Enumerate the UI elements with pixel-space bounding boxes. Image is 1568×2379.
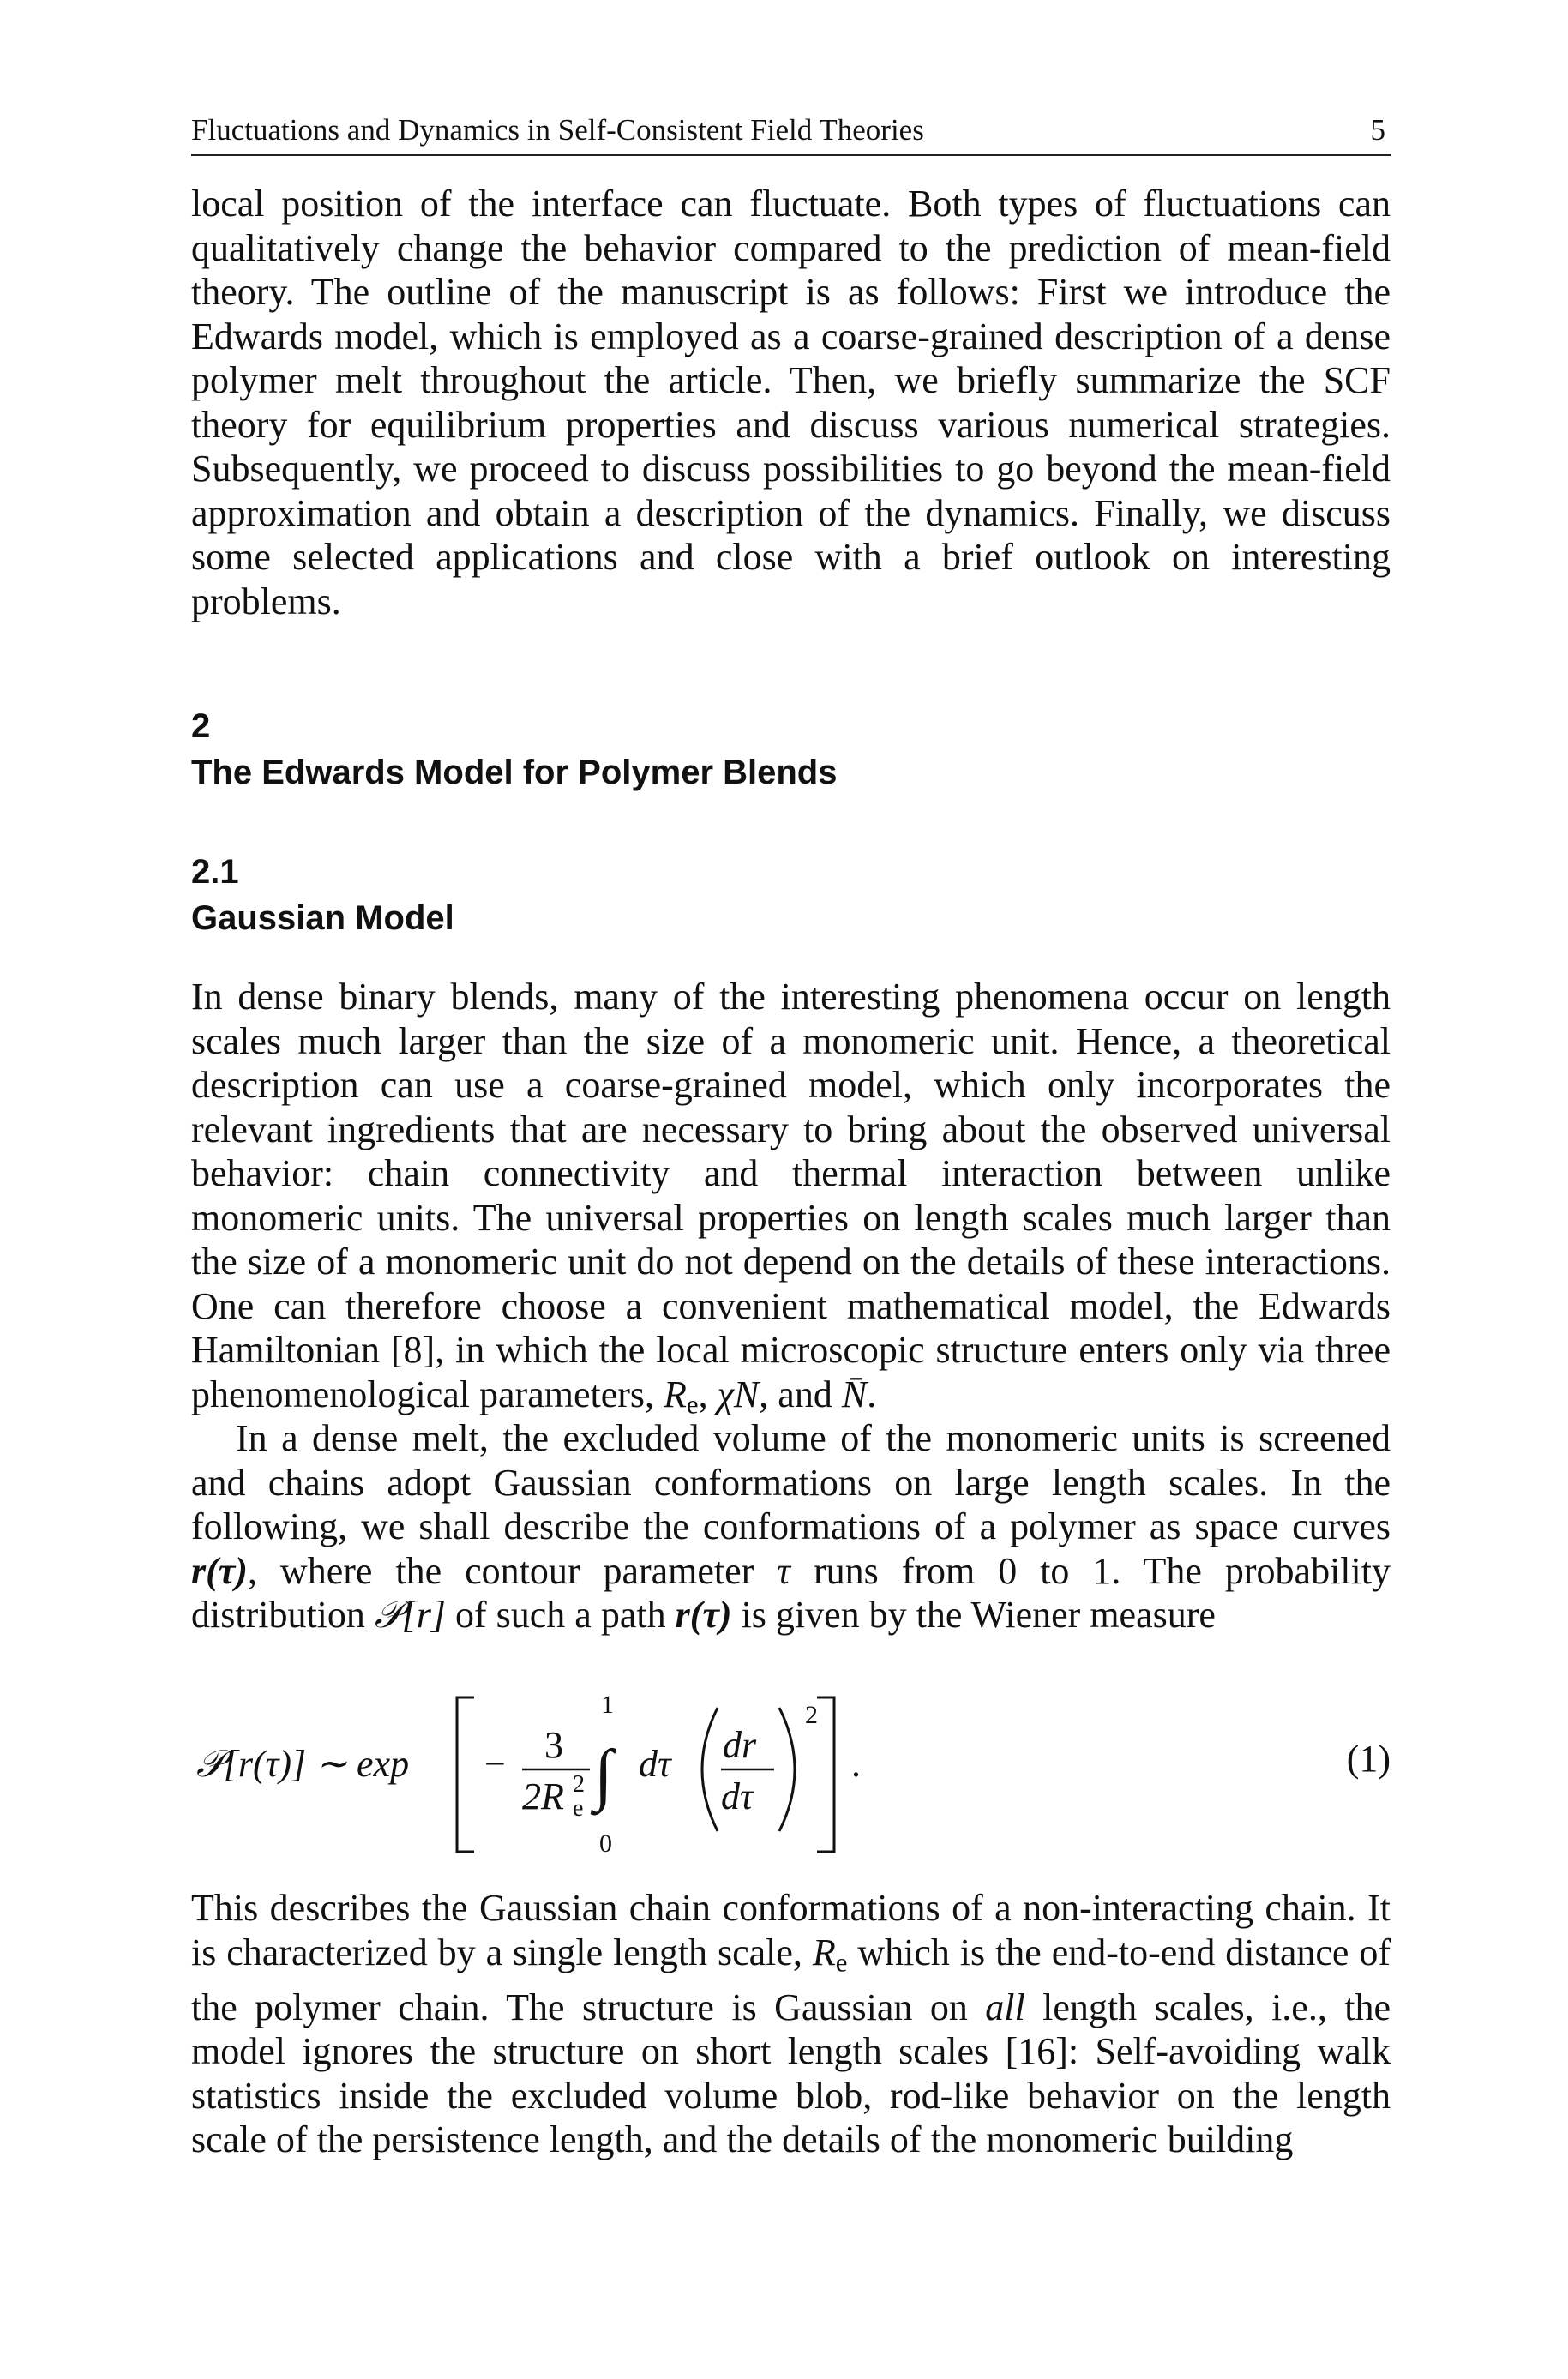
p2-text-c: runs from 0 to 1. The probability distribution <box>191 1549 1391 1636</box>
paragraph-gaussian-2 <box>191 1416 1391 1637</box>
p2-text-b: , where the contour parameter <box>247 1549 778 1592</box>
eq-denominator: 2R <box>522 1775 564 1817</box>
section-title: The Edwards Model for Polymer Blends <box>191 754 838 791</box>
eq-minus: − <box>484 1743 506 1785</box>
subsection-heading <box>191 849 454 941</box>
eq-deriv-den: dτ <box>721 1775 754 1817</box>
Re-symbol-2: R <box>812 1931 836 1973</box>
r-tau-symbol: r(τ) <box>191 1549 248 1592</box>
Re-subscript: e <box>686 1390 699 1420</box>
Re-symbol: R <box>664 1373 687 1415</box>
p1-end: . <box>867 1373 877 1415</box>
eq-dtau: dτ <box>639 1743 671 1785</box>
p1-text: In dense binary blends, many of the interesting phenomena occur on length scales much larger than the size of a monomeric unit. Hence, a theoretical description can use a coarse-grained model, which only incorporates the relevant ingredients that are necessary to bring about the observed universal behavior: chain connectivity and thermal interaction between unlike monomeric units. The universal properties on length scales much larger than the size of a monomeric unit do not depend on the details of these interactions. One can therefore choose a convenient mathematical model, the Edwards Hamiltonian [8], in which the local microscopic structure enters only via three phenomenological parameters, <box>191 976 1391 1415</box>
subsection-number: 2.1 <box>191 853 239 891</box>
eq-denominator-sub: e <box>573 1795 584 1822</box>
equation-1-svg <box>191 1672 1331 1869</box>
P-r-symbol: 𝒫[r] <box>374 1594 446 1636</box>
section-heading <box>191 703 837 796</box>
section-number: 2 <box>191 707 211 745</box>
eq-period: . <box>851 1743 861 1785</box>
subsection-title: Gaussian Model <box>191 899 454 937</box>
eq-left-paren <box>702 1708 718 1831</box>
page-number: 5 <box>1370 113 1385 147</box>
p3-text-a: This describes the Gaussian chain conformations of a non-interacting chain. It is characterized by a single length scale, <box>191 1887 1391 1973</box>
chiN-symbol: χN <box>717 1373 760 1415</box>
p2-text-a: In a dense melt, the excluded volume of the monomeric units is screened and chains adopt Gaussian conformations on large length scales. In the following, we shall describe the conformations of a polymer as space curves <box>191 1417 1391 1547</box>
p1-sep1: , <box>698 1373 718 1415</box>
eq-integral-sign: ∫ <box>594 1737 613 1812</box>
eq-numerator: 3 <box>544 1724 563 1766</box>
emphasis-all: all <box>985 1986 1025 2028</box>
p2-text-e: is given by the Wiener measure <box>731 1594 1216 1636</box>
equation-number: (1) <box>1346 1738 1391 1780</box>
p1-sep2: , and <box>759 1373 842 1415</box>
p2-text-d: of such a path <box>446 1594 676 1636</box>
running-title: Fluctuations and Dynamics in Self-Consistent Field Theories <box>191 113 924 147</box>
equation-1 <box>191 1672 1391 1869</box>
r-tau-symbol-2: r(τ) <box>675 1594 732 1636</box>
eq-left-bracket <box>457 1697 474 1852</box>
p3-text-b: which is the end-to-end distance of the polymer chain. The structure is Gaussian on <box>191 1931 1391 2028</box>
paragraph-gaussian-3 <box>191 1886 1391 2162</box>
eq-denominator-sup: 2 <box>573 1771 585 1798</box>
eq-right-bracket <box>817 1697 834 1852</box>
paragraph-gaussian-1 <box>191 975 1391 1427</box>
eq-lhs: 𝒫[r(τ)] ∼ exp <box>196 1743 410 1785</box>
eq-right-paren <box>779 1708 795 1831</box>
Nbar-symbol: N̄ <box>841 1373 868 1415</box>
eq-lower-limit: 0 <box>599 1829 612 1858</box>
Re-subscript-2: e <box>835 1948 848 1978</box>
intro-paragraph: local position of the interface can fluctuate. Both types of fluctuations can qualitatively change the behavior compared to the prediction of mean-field theory. The outline of the manuscript is as follows: First we introduce the Edwards model, which is employed as a coarse-grained description of a dense polymer melt throughout the article. Then, we briefly summarize the SCF theory for equilibrium properties and discuss various numerical strategies. Subsequently, we proceed to discuss possibilities to go beyond the mean-field approximation and obtain a description of the dynamics. Finally, we discuss some selected applications and close with a brief outlook on interesting problems. <box>191 183 1391 622</box>
tau-symbol: τ <box>777 1549 791 1592</box>
eq-power: 2 <box>805 1701 818 1729</box>
eq-upper-limit: 1 <box>601 1691 614 1719</box>
eq-deriv-num: dr <box>723 1724 757 1766</box>
running-header <box>191 110 1391 156</box>
p3-text-c: length scales, i.e., the model ignores the structure on short length scales [16]: Self-avoiding walk statistics inside the excluded volume blob, rod-like behavior on the length scale of the persistence length, and the details of the monomeric building <box>191 1986 1391 2161</box>
